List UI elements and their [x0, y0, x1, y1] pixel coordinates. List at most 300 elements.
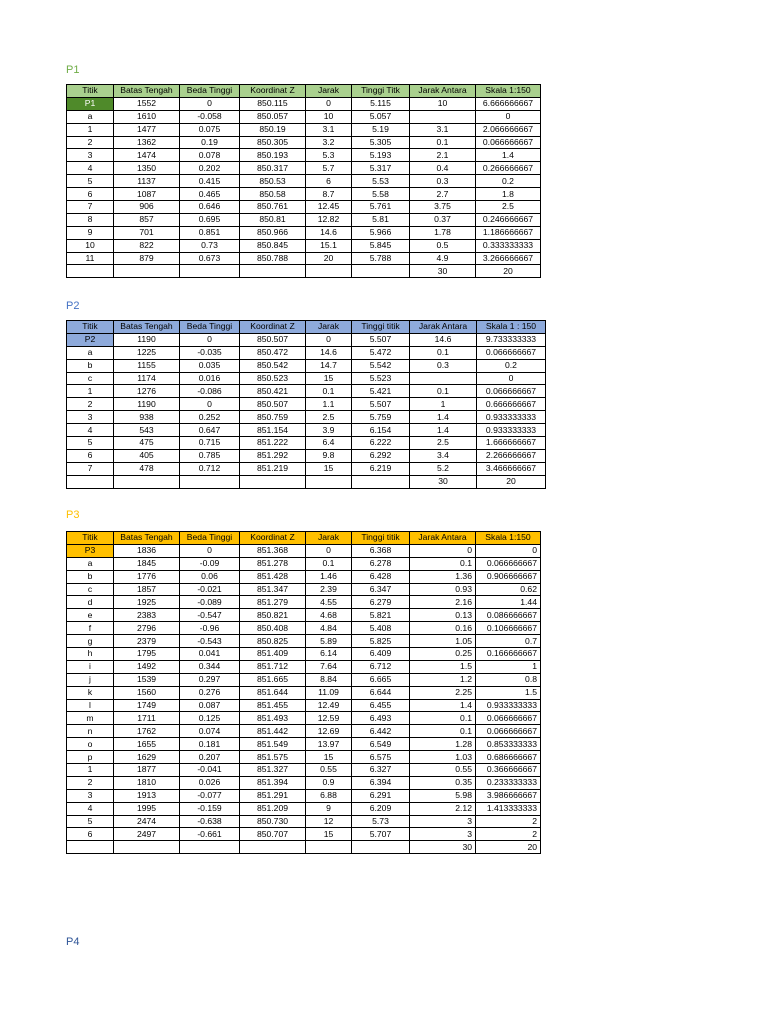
cell-jarak-antara: 3.4	[410, 449, 477, 462]
cell-koordinat-z: 850.408	[240, 622, 306, 635]
cell-skala: 0.166666667	[476, 648, 541, 661]
cell-jarak-antara: 2.5	[410, 437, 477, 450]
cell-jarak-antara: 0.1	[410, 385, 477, 398]
cell-titik: 4	[67, 424, 114, 437]
cell-tinggi-titik: 6.347	[352, 583, 410, 596]
cell-tinggi-titik: 5.845	[352, 239, 410, 252]
cell-batas-tengah: 2383	[114, 609, 180, 622]
cell-jarak-antara: 0.3	[410, 359, 477, 372]
cell-beda-tinggi: 0	[180, 97, 240, 110]
cell-batas-tengah: 1711	[114, 712, 180, 725]
cell-titik: 7	[67, 201, 114, 214]
cell-batas-tengah: 475	[114, 437, 180, 450]
table-row	[67, 123, 541, 136]
cell-titik	[67, 475, 114, 488]
cell-jarak-antara	[410, 110, 476, 123]
cell-beda-tinggi: -0.09	[180, 557, 240, 570]
cell-skala: 0	[476, 544, 541, 557]
column-header-tinggi-titik: Tinggi titik	[352, 532, 410, 545]
cell-titik: 3	[67, 411, 114, 424]
cell-jarak-antara: 3	[410, 828, 476, 841]
cell-jarak-antara: 0.25	[410, 648, 476, 661]
cell-titik: b	[67, 359, 114, 372]
cell-titik: P3	[67, 544, 114, 557]
cell-jarak	[306, 265, 352, 278]
cell-koordinat-z: 851.292	[240, 449, 306, 462]
cell-jarak-antara: 5.98	[410, 789, 476, 802]
cell-jarak: 0	[306, 97, 352, 110]
cell-tinggi-titik: 6.222	[352, 437, 410, 450]
cell-jarak-antara: 0.1	[410, 346, 477, 359]
cell-skala: 0.686666667	[476, 751, 541, 764]
cell-tinggi-titik: 5.193	[352, 149, 410, 162]
cell-jarak: 4.68	[306, 609, 352, 622]
cell-jarak: 0.1	[306, 385, 352, 398]
cell-batas-tengah: 2497	[114, 828, 180, 841]
cell-skala: 0.066666667	[476, 712, 541, 725]
cell-jarak-antara: 0.1	[410, 557, 476, 570]
cell-skala: 1.5	[476, 686, 541, 699]
cell-skala: 0.2	[477, 359, 546, 372]
cell-batas-tengah: 1474	[114, 149, 180, 162]
cell-batas-tengah: 938	[114, 411, 180, 424]
cell-skala: 0.366666667	[476, 764, 541, 777]
cell-skala: 20	[477, 475, 546, 488]
column-header-tinggi-titik: Tinggi Titk	[352, 85, 410, 98]
cell-koordinat-z: 851.279	[240, 596, 306, 609]
cell-jarak: 3.9	[306, 424, 352, 437]
cell-tinggi-titik: 6.455	[352, 699, 410, 712]
cell-skala: 0.066666667	[477, 346, 546, 359]
cell-skala: 0.8	[476, 673, 541, 686]
cell-skala: 0.333333333	[476, 239, 541, 252]
cell-jarak: 15	[306, 751, 352, 764]
cell-beda-tinggi: -0.077	[180, 789, 240, 802]
cell-tinggi-titik: 6.209	[352, 802, 410, 815]
cell-tinggi-titik: 5.53	[352, 175, 410, 188]
cell-koordinat-z: 851.644	[240, 686, 306, 699]
cell-jarak-antara: 2.12	[410, 802, 476, 815]
cell-batas-tengah: 1225	[114, 346, 180, 359]
cell-beda-tinggi: 0.207	[180, 751, 240, 764]
cell-koordinat-z: 850.057	[240, 110, 306, 123]
cell-jarak-antara: 0.93	[410, 583, 476, 596]
cell-titik: 9	[67, 226, 114, 239]
cell-jarak-antara: 0.4	[410, 162, 476, 175]
table-row	[67, 648, 541, 661]
column-header-tinggi-titik: Tinggi titik	[352, 321, 410, 334]
cell-beda-tinggi: 0.06	[180, 570, 240, 583]
cell-koordinat-z: 850.707	[240, 828, 306, 841]
cell-koordinat-z: 851.327	[240, 764, 306, 777]
cell-jarak: 12.45	[306, 201, 352, 214]
section-title-p3: P3	[66, 509, 80, 521]
cell-koordinat-z: 850.821	[240, 609, 306, 622]
table-row	[67, 252, 541, 265]
table-row	[67, 596, 541, 609]
cell-koordinat-z: 851.575	[240, 751, 306, 764]
cell-skala: 0	[476, 110, 541, 123]
cell-batas-tengah: 1610	[114, 110, 180, 123]
cell-koordinat-z: 851.493	[240, 712, 306, 725]
cell-koordinat-z: 850.507	[240, 333, 306, 346]
cell-titik	[67, 841, 114, 854]
cell-beda-tinggi: 0.673	[180, 252, 240, 265]
cell-beda-tinggi: -0.661	[180, 828, 240, 841]
cell-batas-tengah: 1776	[114, 570, 180, 583]
table-row	[67, 201, 541, 214]
section-title-p2: P2	[66, 300, 80, 312]
cell-jarak-antara: 2.25	[410, 686, 476, 699]
cell-beda-tinggi: 0.715	[180, 437, 240, 450]
cell-titik: P2	[67, 333, 114, 346]
cell-koordinat-z: 850.788	[240, 252, 306, 265]
cell-tinggi-titik: 6.327	[352, 764, 410, 777]
column-header-koordinat-z: Koordinat Z	[240, 532, 306, 545]
cell-jarak-antara: 0.13	[410, 609, 476, 622]
column-header-beda-tinggi: Beda Tinggi	[180, 532, 240, 545]
cell-tinggi-titik: 6.409	[352, 648, 410, 661]
cell-jarak-antara: 2.7	[410, 188, 476, 201]
cell-beda-tinggi: -0.96	[180, 622, 240, 635]
cell-titik: a	[67, 110, 114, 123]
cell-skala: 2	[476, 828, 541, 841]
cell-skala: 0.933333333	[477, 424, 546, 437]
column-header-batas-tengah: Batas Tengah	[114, 532, 180, 545]
cell-skala: 0.066666667	[476, 557, 541, 570]
cell-jarak-antara: 0.1	[410, 712, 476, 725]
cell-tinggi-titik: 5.761	[352, 201, 410, 214]
table-row	[67, 570, 541, 583]
cell-batas-tengah	[114, 265, 180, 278]
cell-jarak: 2.39	[306, 583, 352, 596]
column-header-jarak-antara: Jarak Antara	[410, 85, 476, 98]
cell-tinggi-titik: 6.428	[352, 570, 410, 583]
cell-jarak-antara: 0.5	[410, 239, 476, 252]
cell-jarak: 10	[306, 110, 352, 123]
table-header-row	[67, 532, 541, 545]
cell-koordinat-z: 850.825	[240, 635, 306, 648]
cell-jarak: 12.82	[306, 213, 352, 226]
cell-batas-tengah: 1857	[114, 583, 180, 596]
table-row	[67, 583, 541, 596]
cell-koordinat-z: 850.761	[240, 201, 306, 214]
cell-beda-tinggi: -0.089	[180, 596, 240, 609]
table-row	[67, 372, 546, 385]
cell-koordinat-z: 851.347	[240, 583, 306, 596]
cell-koordinat-z: 850.193	[240, 149, 306, 162]
cell-beda-tinggi: 0.078	[180, 149, 240, 162]
cell-tinggi-titik: 5.542	[352, 359, 410, 372]
cell-batas-tengah: 2796	[114, 622, 180, 635]
cell-tinggi-titik: 5.825	[352, 635, 410, 648]
table-row	[67, 686, 541, 699]
cell-batas-tengah: 879	[114, 252, 180, 265]
cell-beda-tinggi: 0.125	[180, 712, 240, 725]
cell-batas-tengah: 1362	[114, 136, 180, 149]
cell-tinggi-titik: 5.115	[352, 97, 410, 110]
table-row	[67, 437, 546, 450]
cell-tinggi-titik	[352, 265, 410, 278]
cell-koordinat-z: 850.53	[240, 175, 306, 188]
cell-skala: 3.466666667	[477, 462, 546, 475]
cell-batas-tengah: 1190	[114, 398, 180, 411]
cell-jarak: 5.7	[306, 162, 352, 175]
cell-jarak-antara: 0	[410, 544, 476, 557]
cell-titik: c	[67, 372, 114, 385]
survey-table-p3	[66, 531, 541, 854]
cell-batas-tengah: 1845	[114, 557, 180, 570]
table-header-row	[67, 85, 541, 98]
cell-titik: i	[67, 660, 114, 673]
cell-skala: 3.986666667	[476, 789, 541, 802]
cell-koordinat-z: 851.665	[240, 673, 306, 686]
table-row	[67, 188, 541, 201]
cell-batas-tengah: 1877	[114, 764, 180, 777]
cell-titik: 3	[67, 789, 114, 802]
cell-batas-tengah: 543	[114, 424, 180, 437]
cell-jarak: 0.9	[306, 776, 352, 789]
cell-jarak-antara: 4.9	[410, 252, 476, 265]
cell-koordinat-z: 851.549	[240, 738, 306, 751]
cell-batas-tengah: 1995	[114, 802, 180, 815]
cell-beda-tinggi: 0.016	[180, 372, 240, 385]
cell-jarak	[306, 475, 352, 488]
cell-jarak-antara: 14.6	[410, 333, 477, 346]
cell-tinggi-titik: 6.493	[352, 712, 410, 725]
cell-jarak-antara: 2.1	[410, 149, 476, 162]
cell-titik: 6	[67, 828, 114, 841]
cell-batas-tengah: 701	[114, 226, 180, 239]
table-row	[67, 398, 546, 411]
column-header-skala: Skala 1:150	[476, 85, 541, 98]
column-header-jarak: Jarak	[306, 532, 352, 545]
cell-jarak-antara: 1.05	[410, 635, 476, 648]
column-header-jarak-antara: Jarak Antara	[410, 321, 477, 334]
cell-skala: 2.5	[476, 201, 541, 214]
cell-titik: e	[67, 609, 114, 622]
table-row	[67, 97, 541, 110]
cell-titik: g	[67, 635, 114, 648]
cell-jarak-antara: 1.4	[410, 699, 476, 712]
cell-jarak: 6.88	[306, 789, 352, 802]
cell-jarak: 20	[306, 252, 352, 265]
cell-koordinat-z: 851.291	[240, 789, 306, 802]
cell-jarak-antara: 0.3	[410, 175, 476, 188]
table-row	[67, 622, 541, 635]
column-header-jarak: Jarak	[306, 321, 352, 334]
cell-koordinat-z: 851.442	[240, 725, 306, 738]
section-title-p4: P4	[66, 936, 80, 948]
cell-jarak: 3.2	[306, 136, 352, 149]
cell-beda-tinggi: -0.543	[180, 635, 240, 648]
cell-batas-tengah: 1795	[114, 648, 180, 661]
cell-skala: 0.086666667	[476, 609, 541, 622]
cell-beda-tinggi: 0.73	[180, 239, 240, 252]
cell-koordinat-z	[240, 841, 306, 854]
cell-koordinat-z: 850.730	[240, 815, 306, 828]
table-row	[67, 699, 541, 712]
cell-jarak: 7.64	[306, 660, 352, 673]
totals-row	[67, 265, 541, 278]
cell-skala: 0.933333333	[476, 699, 541, 712]
cell-koordinat-z: 851.222	[240, 437, 306, 450]
cell-jarak-antara: 0.16	[410, 622, 476, 635]
cell-titik: h	[67, 648, 114, 661]
cell-jarak: 9	[306, 802, 352, 815]
cell-skala: 1.666666667	[477, 437, 546, 450]
cell-tinggi-titik: 6.712	[352, 660, 410, 673]
table-header-row	[67, 321, 546, 334]
cell-batas-tengah: 1836	[114, 544, 180, 557]
cell-titik: 2	[67, 776, 114, 789]
cell-tinggi-titik: 5.821	[352, 609, 410, 622]
cell-beda-tinggi: -0.041	[180, 764, 240, 777]
cell-jarak-antara: 1.2	[410, 673, 476, 686]
cell-jarak: 6.4	[306, 437, 352, 450]
cell-skala: 6.666666667	[476, 97, 541, 110]
cell-koordinat-z: 850.507	[240, 398, 306, 411]
cell-titik: n	[67, 725, 114, 738]
cell-jarak: 14.6	[306, 346, 352, 359]
table-row	[67, 544, 541, 557]
cell-titik: 5	[67, 175, 114, 188]
cell-titik: b	[67, 570, 114, 583]
cell-koordinat-z	[240, 475, 306, 488]
cell-titik: 5	[67, 815, 114, 828]
cell-beda-tinggi: 0.415	[180, 175, 240, 188]
cell-beda-tinggi: 0.646	[180, 201, 240, 214]
table-row	[67, 346, 546, 359]
cell-tinggi-titik: 6.442	[352, 725, 410, 738]
cell-tinggi-titik: 5.317	[352, 162, 410, 175]
cell-titik: 5	[67, 437, 114, 450]
cell-beda-tinggi: -0.547	[180, 609, 240, 622]
cell-titik	[67, 265, 114, 278]
cell-titik: 8	[67, 213, 114, 226]
table-row	[67, 239, 541, 252]
cell-koordinat-z: 851.428	[240, 570, 306, 583]
cell-koordinat-z: 850.58	[240, 188, 306, 201]
cell-titik: c	[67, 583, 114, 596]
cell-tinggi-titik: 5.057	[352, 110, 410, 123]
cell-koordinat-z: 851.712	[240, 660, 306, 673]
cell-koordinat-z: 851.209	[240, 802, 306, 815]
cell-skala: 0.906666667	[476, 570, 541, 583]
cell-jarak-antara: 1.28	[410, 738, 476, 751]
cell-jarak: 9.8	[306, 449, 352, 462]
cell-jarak-antara: 30	[410, 265, 476, 278]
cell-tinggi-titik: 6.394	[352, 776, 410, 789]
table-row	[67, 673, 541, 686]
cell-jarak: 15	[306, 828, 352, 841]
cell-titik: P1	[67, 97, 114, 110]
table-row	[67, 660, 541, 673]
cell-jarak: 14.6	[306, 226, 352, 239]
cell-jarak: 8.7	[306, 188, 352, 201]
cell-jarak-antara: 30	[410, 475, 477, 488]
column-header-beda-tinggi: Beda Tinggi	[180, 321, 240, 334]
cell-koordinat-z: 851.394	[240, 776, 306, 789]
cell-beda-tinggi: 0.087	[180, 699, 240, 712]
cell-koordinat-z: 850.317	[240, 162, 306, 175]
cell-batas-tengah: 1350	[114, 162, 180, 175]
cell-beda-tinggi: 0	[180, 333, 240, 346]
cell-tinggi-titik: 6.644	[352, 686, 410, 699]
cell-tinggi-titik: 6.279	[352, 596, 410, 609]
cell-beda-tinggi: 0.026	[180, 776, 240, 789]
column-header-jarak: Jarak	[306, 85, 352, 98]
cell-jarak: 11.09	[306, 686, 352, 699]
cell-jarak-antara: 1	[410, 398, 477, 411]
cell-jarak: 15	[306, 462, 352, 475]
cell-koordinat-z: 850.542	[240, 359, 306, 372]
table-row	[67, 802, 541, 815]
cell-jarak: 12.59	[306, 712, 352, 725]
cell-koordinat-z: 851.154	[240, 424, 306, 437]
cell-jarak-antara: 1.78	[410, 226, 476, 239]
cell-tinggi-titik: 5.966	[352, 226, 410, 239]
cell-skala: 0.266666667	[476, 162, 541, 175]
cell-jarak: 0	[306, 333, 352, 346]
cell-koordinat-z: 850.845	[240, 239, 306, 252]
cell-batas-tengah: 1762	[114, 725, 180, 738]
cell-tinggi-titik: 5.472	[352, 346, 410, 359]
cell-titik: 10	[67, 239, 114, 252]
table-row	[67, 635, 541, 648]
table-row	[67, 136, 541, 149]
table-row	[67, 557, 541, 570]
cell-koordinat-z: 851.219	[240, 462, 306, 475]
column-header-beda-tinggi: Beda Tinggi	[180, 85, 240, 98]
column-header-batas-tengah: Batas Tengah	[114, 321, 180, 334]
cell-titik: 11	[67, 252, 114, 265]
cell-koordinat-z: 850.81	[240, 213, 306, 226]
cell-jarak-antara: 10	[410, 97, 476, 110]
cell-tinggi-titik: 5.523	[352, 372, 410, 385]
cell-batas-tengah: 1276	[114, 385, 180, 398]
cell-skala: 0.933333333	[477, 411, 546, 424]
cell-beda-tinggi: 0.276	[180, 686, 240, 699]
cell-jarak-antara: 3.1	[410, 123, 476, 136]
cell-koordinat-z: 850.759	[240, 411, 306, 424]
cell-titik: m	[67, 712, 114, 725]
cell-titik: 1	[67, 123, 114, 136]
column-header-koordinat-z: Koordinat Z	[240, 321, 306, 334]
cell-titik: k	[67, 686, 114, 699]
cell-batas-tengah: 906	[114, 201, 180, 214]
table-row	[67, 162, 541, 175]
cell-titik: p	[67, 751, 114, 764]
cell-jarak: 0	[306, 544, 352, 557]
totals-row	[67, 841, 541, 854]
cell-beda-tinggi	[180, 265, 240, 278]
cell-koordinat-z	[240, 265, 306, 278]
cell-titik: 2	[67, 398, 114, 411]
table-row	[67, 609, 541, 622]
cell-batas-tengah: 1629	[114, 751, 180, 764]
cell-skala: 0.62	[476, 583, 541, 596]
cell-tinggi-titik: 5.81	[352, 213, 410, 226]
cell-skala: 0.7	[476, 635, 541, 648]
cell-skala: 1.4	[476, 149, 541, 162]
cell-tinggi-titik: 6.292	[352, 449, 410, 462]
cell-tinggi-titik: 5.19	[352, 123, 410, 136]
table-row	[67, 226, 541, 239]
column-header-titik: Titik	[67, 532, 114, 545]
cell-jarak-antara: 1.4	[410, 411, 477, 424]
column-header-titik: Titik	[67, 321, 114, 334]
